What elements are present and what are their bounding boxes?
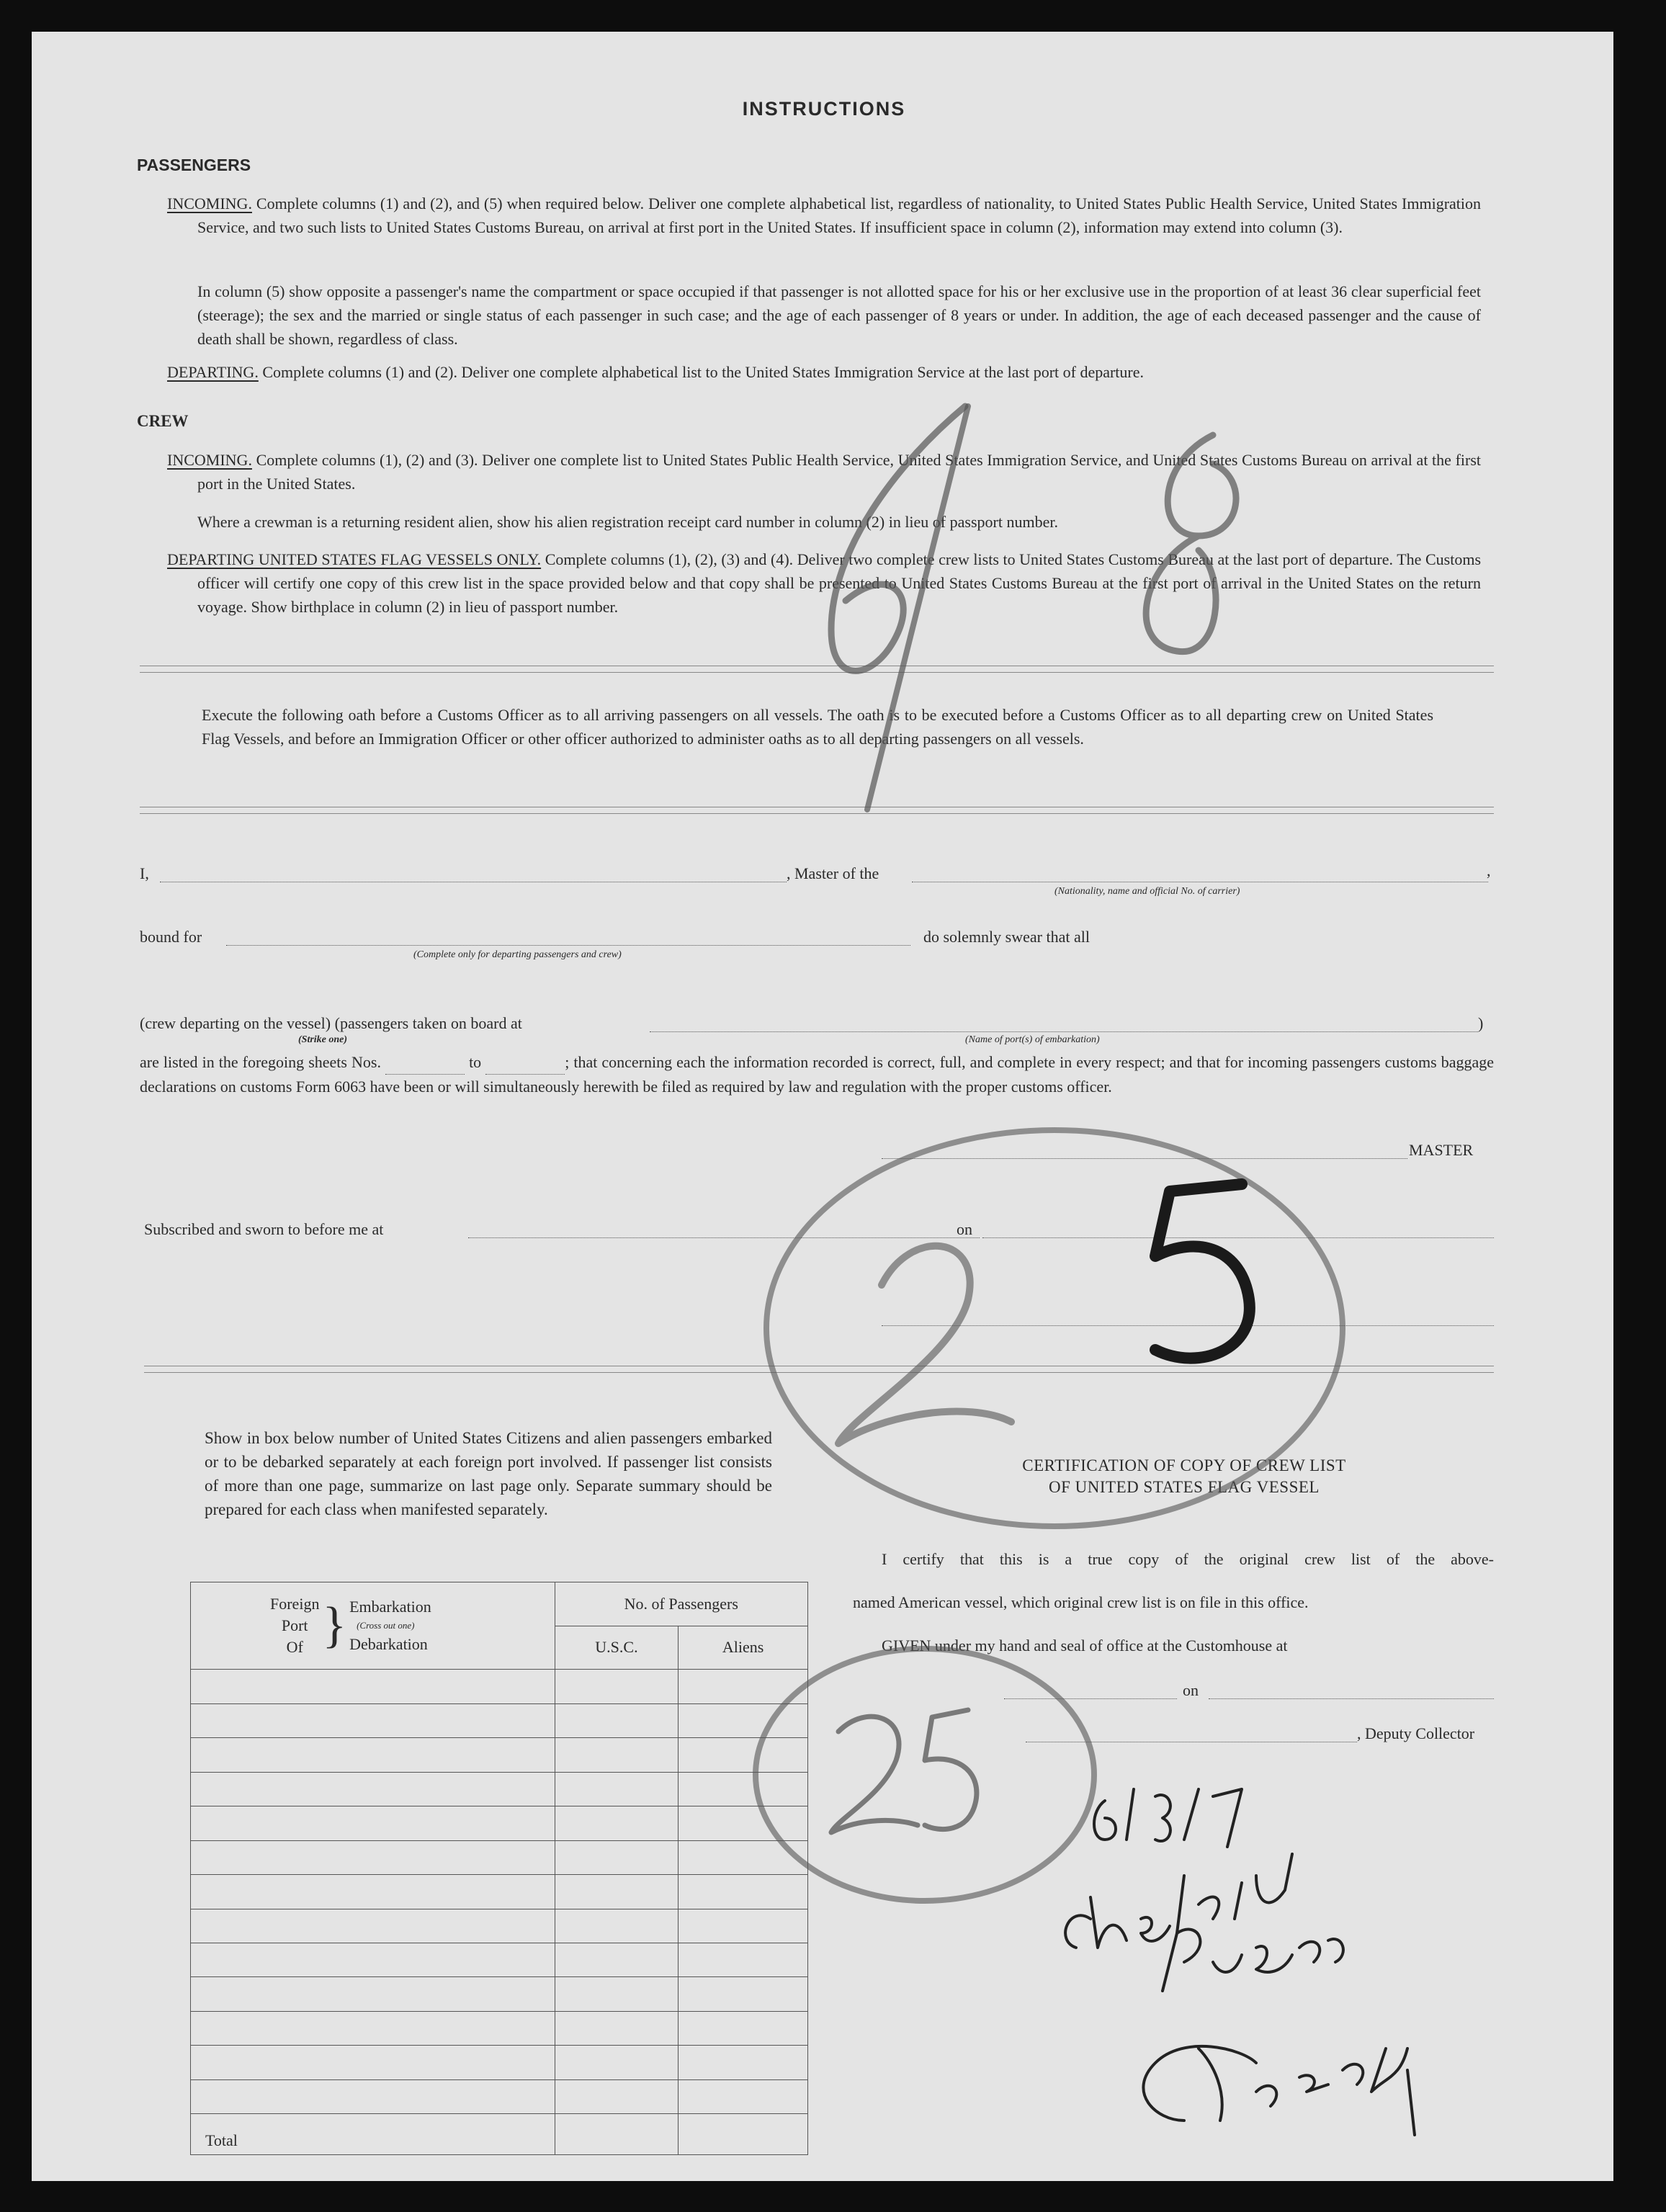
usc-cell[interactable]: [555, 2079, 679, 2114]
port-header-cell: [191, 1582, 555, 1670]
usc-cell[interactable]: [555, 2046, 679, 2079]
bound-for-line[interactable]: [226, 945, 910, 946]
oath-i-label: I,: [140, 864, 149, 882]
pencil-twentyfive-mark: [831, 1710, 977, 1832]
certification-title-line1: CERTIFICATION OF COPY OF CREW LIST: [1022, 1456, 1346, 1474]
port-cell[interactable]: [191, 1806, 555, 1840]
cross-out-caption: (Cross out one): [357, 1620, 415, 1631]
table-row: [191, 1738, 808, 1772]
listed-paragraph: [140, 1050, 1494, 1098]
passengers-incoming-label: INCOMING.: [167, 194, 252, 212]
master-signature-line[interactable]: [882, 1158, 1407, 1159]
port-cell[interactable]: [191, 1977, 555, 2011]
bound-for-label: bound for: [140, 928, 202, 946]
debarkation-label: Debarkation: [349, 1635, 428, 1654]
aliens-cell[interactable]: [679, 1703, 808, 1737]
usc-cell[interactable]: [555, 1806, 679, 1840]
brace: }: [322, 1598, 347, 1654]
cert-on-label: on: [1183, 1681, 1199, 1699]
crew-incoming-text: Complete columns (1), (2) and (3). Deliver one complete list to United States Public Health Service, United States Immigration Service, and United States Customs Bureau on arrival at the first port in the United States.: [197, 451, 1482, 493]
divider: [140, 807, 1494, 814]
usc-cell[interactable]: [555, 1670, 679, 1703]
total-usc-cell[interactable]: [555, 2114, 679, 2155]
page-title: INSTRUCTIONS: [742, 98, 906, 120]
carrier-caption: (Nationality, name and official No. of carrier): [1054, 886, 1240, 897]
sworn-date-line[interactable]: [982, 1237, 1494, 1238]
ink-date-mark: [1094, 1789, 1242, 1847]
officer-signature-line[interactable]: [882, 1325, 1494, 1326]
master-of-label: , Master of the: [787, 864, 879, 882]
usc-cell[interactable]: [555, 1738, 679, 1772]
usc-cell[interactable]: [555, 1977, 679, 2011]
cert-date-line[interactable]: [1209, 1698, 1494, 1699]
strike-one-caption: (Strike one): [298, 1034, 348, 1045]
crew-resident-paragraph: Where a crewman is a returning resident alien, show his alien registration receipt card number in column (2) in lieu of passport number.: [197, 513, 1058, 531]
table-row: [191, 2046, 808, 2079]
usc-cell[interactable]: [555, 1875, 679, 1909]
port-cell[interactable]: [191, 1703, 555, 1737]
certify-line2: named American vessel, which original crew list is on file in this office.: [853, 1593, 1309, 1611]
aliens-cell[interactable]: [679, 1670, 808, 1703]
passengers-incoming-paragraph: [167, 192, 1481, 239]
ink-five-mark: [1155, 1184, 1250, 1358]
passengers-departing-label: DEPARTING.: [167, 363, 259, 381]
summary-instruction: Show in box below number of United States Citizens and alien passengers embarked or to be debarked separately at each foreign port involved. If passenger list consists of more than one page, summarize on last page only. Separate summary should be prepared for each class when manifested separately.: [205, 1429, 772, 1518]
passengers-column5-paragraph: In column (5) show opposite a passenger's name the compartment or space occupied if that passenger is not allotted space for his or her exclusive use in the proportion of at least 36 clear superficial feet (steerage); the sex and the married or single status of each passenger in such case; and the age of each passenger of 8 years or under. In addition, the age of each deceased passenger and the cause of death shall be shown, regardless of class.: [197, 282, 1481, 348]
pencil-six-mark: [831, 406, 965, 671]
bound-caption: (Complete only for departing passengers and crew): [413, 949, 622, 960]
ink-checked-by-mark: [1065, 1854, 1292, 1948]
usc-cell[interactable]: [555, 1840, 679, 1874]
embarkation-port-line[interactable]: [650, 1031, 1478, 1032]
table-row: [191, 1772, 808, 1806]
master-label: MASTER: [1409, 1141, 1474, 1159]
usc-cell[interactable]: [555, 1772, 679, 1806]
table-row: [191, 1703, 808, 1737]
crew-incoming-label: INCOMING.: [167, 451, 252, 469]
usc-cell[interactable]: [555, 1703, 679, 1737]
ink-purser-mark: [1163, 1930, 1343, 1991]
table-row: [191, 1670, 808, 1703]
aliens-cell[interactable]: [679, 1772, 808, 1806]
port-cell[interactable]: [191, 1670, 555, 1703]
table-row: [191, 1943, 808, 1976]
table-row: [191, 1840, 808, 1874]
passengers-departing-paragraph: [167, 360, 1485, 384]
passengers-incoming-text: Complete columns (1) and (2), and (5) when required below. Deliver one complete alphabetical list, regardless of nationality, to United States Public Health Service, United States Immigration Service, and two such lists to United States Customs Bureau, on arrival at first port in the United States. If insufficient space in column (2), information may extend into column (3).: [197, 194, 1482, 236]
aliens-cell[interactable]: [679, 2011, 808, 2045]
aliens-cell[interactable]: [679, 1977, 808, 2011]
divider: [140, 666, 1494, 673]
swear-label: do solemnly swear that all: [923, 928, 1090, 946]
table-row: [191, 1909, 808, 1943]
listed-to: to: [469, 1053, 482, 1071]
document-page: INSTRUCTIONS PASSENGERS INCOMING. Complete columns (1) and (2), and (5) when required below. Deliver one complete alphabetical list, regardless of nationality, to United States Public Health Service, United States Immigration Service, and two such lists to United States Customs Bureau, on arrival at first port in the United States. If insufficient space in column (2), information may extend into column (3). In column (5) show opposite a passenger's name the compartment or space occupied if that passenger is not allotted space for his or her exclusive use in the proportion of at least 36 clear superficial feet (steerage); the sex and the married or single status of each passenger in such case; and the age of each passenger of 8 years or under. In addition, the age of each deceased passenger and the cause of death shall be shown, regardless of class. DEPARTING. Complete columns (1) and (2). Deliver one complete alphabetical list to the United States Immigration Service at the last port of departure. CREW INCOMING. Complete columns (1), (2) and (3). Deliver one complete list to United States Public Health Service, United States Immigration Service, and United States Customs Bureau on arrival at the first port in the United States. Where a crewman is a returning resident alien, show his alien registration receipt card number in column (2) in lieu of passport number. DEPARTING UNITED STATES FLAG VESSELS ONLY. Complete columns (1), (2), (3) and (4). Deliver two complete crew lists to United States Customs Bureau at the last port of departure. The Customs officer will certify one copy of this crew list in the space provided below and that copy shall be presented to United States Customs Bureau at the first port of arrival in the United States on the return voyage. Show birthplace in column (2) in lieu of passport number. Execute the following oath before a Customs Officer as to all arriving passengers on all vessels. The oath is to be executed before a Customs Officer as to all departing crew on United States Flag Vessels, and before an Immigration Officer or other officer authorized to administer oaths as to all departing passengers on all vessels. I, , Master of the , (Nationality, name and official No. of carrier) bound for do solemnly swear that all (Complete only for departing passengers and crew) (crew departing on the vessel) (passengers taken on board at ) (Strike one) (Name of port(s) of embarkation) are listed in the foregoing sheets Nos. to ; that concerning each the information recorded is correct, full, and complete in every respect; and that for incoming passengers customs baggage declarations on customs Form 6063 have been or will simultaneously herewith be filed as required by law and regulation with the proper customs officer. MASTER Subscribed and sworn to before me at on Show in box below number of United States Citizens and alien passengers embarked or to be debarked separately at each foreign port involved. If passenger list consists of more than one page, summarize on last page only. Separate summary should be prepared for each class when manifested separately. Foreign Port Of } Embarkation (Cross out one) Debarkation No. of Passengers U.S.C. Aliens Total CERTIFICATION OF COPY OF CREW LIST OF UNITED STATES FLAG VESSEL I certify that this is a true copy of the original crew list of the above- named American vessel, which original crew list is on file in this office. GIVEN under my hand and seal of office at the Customhouse at on , Deputy Collector: [32, 32, 1613, 2181]
aliens-header: Aliens: [679, 1626, 808, 1670]
port-cell[interactable]: [191, 1772, 555, 1806]
embarkation-label: Embarkation: [349, 1598, 431, 1616]
port-cell[interactable]: [191, 2011, 555, 2045]
table-row: [191, 1875, 808, 1909]
crew-departing-text: Complete columns (1), (2), (3) and (4). Deliver two complete crew lists to United States Customs Bureau at the last port of departure. The Customs officer will certify one copy of this crew list in the space provided below and that copy shall be presented to United States Customs Bureau at the first port of arrival in the United States on the return voyage. Show birthplace in column (2) in lieu of passport number.: [197, 550, 1482, 616]
certification-title: [860, 1455, 1508, 1498]
ink-signature-mark: [1143, 2046, 1415, 2135]
col-foreign: Foreign: [270, 1595, 320, 1613]
sheet-from-field[interactable]: [385, 1050, 465, 1075]
close-paren: ): [1478, 1014, 1484, 1032]
port-caption: (Name of port(s) of embarkation): [965, 1034, 1100, 1045]
total-label: Total: [191, 2114, 555, 2155]
deputy-collector-label: , Deputy Collector: [1357, 1724, 1475, 1742]
given-line: GIVEN under my hand and seal of office at the Customhouse at: [882, 1636, 1288, 1654]
aliens-cell[interactable]: [679, 1909, 808, 1943]
divider: [144, 1366, 1494, 1373]
aliens-cell[interactable]: [679, 1806, 808, 1840]
usc-cell[interactable]: [555, 1943, 679, 1976]
port-cell[interactable]: [191, 2046, 555, 2079]
port-cell[interactable]: [191, 1943, 555, 1976]
aliens-cell[interactable]: [679, 2079, 808, 2114]
crew-departing-label: DEPARTING UNITED STATES FLAG VESSELS ONLY.: [167, 550, 542, 568]
pencil-two-mark: [838, 1246, 1011, 1443]
crew-departing-label: (crew departing on the vessel) (passengers taken on board at: [140, 1014, 522, 1032]
crew-incoming-paragraph: [167, 448, 1481, 496]
passenger-summary-table: [190, 1582, 808, 2155]
aliens-cell[interactable]: [679, 1875, 808, 1909]
col-port: Port: [281, 1616, 308, 1635]
col-of: Of: [286, 1638, 303, 1657]
certify-line1: I certify that this is a true copy of the original crew list of the above-: [882, 1550, 1494, 1568]
no-passengers-header: No. of Passengers: [555, 1582, 807, 1626]
table-row: [191, 1977, 808, 2011]
passengers-departing-text: Complete columns (1) and (2). Deliver one complete alphabetical list to the United States Immigration Service at the last port of departure.: [262, 363, 1145, 381]
port-cell[interactable]: [191, 1738, 555, 1772]
usc-header: U.S.C.: [555, 1626, 679, 1670]
port-cell[interactable]: [191, 1909, 555, 1943]
crew-heading: CREW: [137, 412, 189, 430]
port-cell[interactable]: [191, 1840, 555, 1874]
subscribed-label: Subscribed and sworn to before me at: [144, 1220, 384, 1238]
aliens-cell[interactable]: [679, 1738, 808, 1772]
usc-cell[interactable]: [555, 2011, 679, 2045]
passengers-heading: PASSENGERS: [137, 156, 251, 174]
port-cell[interactable]: [191, 2079, 555, 2114]
table-row: [191, 2011, 808, 2045]
table-row: [191, 1806, 808, 1840]
sworn-place-line[interactable]: [468, 1237, 980, 1238]
port-cell[interactable]: [191, 1875, 555, 1909]
aliens-cell[interactable]: [679, 1943, 808, 1976]
listed-prefix: are listed in the foregoing sheets Nos.: [140, 1053, 381, 1071]
sheet-to-field[interactable]: [485, 1050, 565, 1075]
aliens-cell[interactable]: [679, 1840, 808, 1874]
crew-departing-paragraph: [167, 547, 1481, 619]
usc-cell[interactable]: [555, 1909, 679, 1943]
listed-rest: ; that concerning each the information recorded is correct, full, and complete in every respect; and that for incoming passengers customs baggage declarations on customs Form 6063 have been or will simultaneously herewith be filed as required by law and regulation with the proper customs officer.: [140, 1053, 1495, 1096]
customhouse-place-line[interactable]: [1004, 1698, 1177, 1699]
sworn-on-label: on: [957, 1220, 972, 1238]
certification-title-line2: OF UNITED STATES FLAG VESSEL: [1049, 1478, 1320, 1496]
oath-instruction: Execute the following oath before a Customs Officer as to all arriving passengers on all vessels. The oath is to be executed before a Customs Officer as to all departing crew on United States Flag Vessels, and before an Immigration Officer or other officer authorized to administer oaths as to all departing passengers on all vessels.: [202, 706, 1433, 748]
aliens-cell[interactable]: [679, 2046, 808, 2079]
total-aliens-cell[interactable]: [679, 2114, 808, 2155]
table-row: [191, 2079, 808, 2114]
